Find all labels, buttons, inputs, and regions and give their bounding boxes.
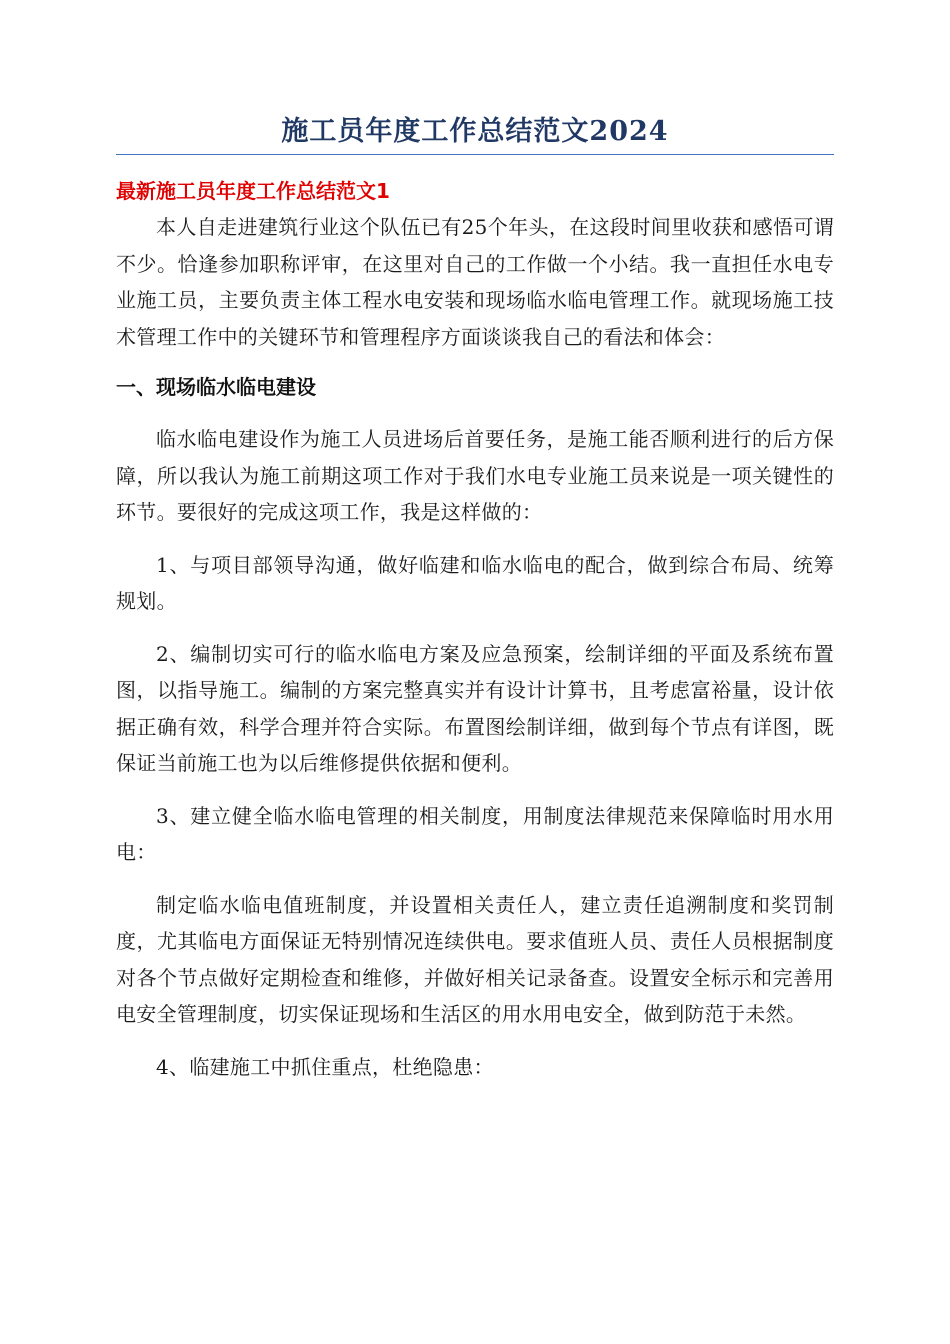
list-item-3: 3、建立健全临水临电管理的相关制度，用制度法律规范来保障临时用水用电： <box>116 803 834 864</box>
document-page <box>116 112 834 1085</box>
list-item-1: 1、与项目部领导沟通，做好临建和临水临电的配合，做到综合布局、统筹规划。 <box>116 552 834 613</box>
article-subtitle: 最新施工员年度工作总结范文1 <box>116 179 390 203</box>
intro-paragraph: 本人自走进建筑行业这个队伍已有25个年头，在这段时间里收获和感悟可谓不少。恰逢参加职称评审，在这里对自己的工作做一个小结。我一直担任水电专业施工员，主要负责主体工程水电安装和现场临水临电管理工作。就现场施工技术管理工作中的关键环节和管理程序方面谈谈我自己的看法和体会： <box>116 215 834 349</box>
section-heading: 一、现场临水临电建设 <box>116 375 316 399</box>
list-item-2: 2、编制切实可行的临水临电方案及应急预案，绘制详细的平面及系统布置图，以指导施工。编制的方案完整真实并有设计计算书，且考虑富裕量，设计依据正确有效，科学合理并符合实际。布置图绘制详细，做到每个节点有详图，既保证当前施工也为以后维修提供依据和便利。 <box>116 641 834 775</box>
list-item-3-detail: 制定临水临电值班制度，并设置相关责任人，建立责任追溯制度和奖罚制度，尤其临电方面保证无特别情况连续供电。要求值班人员、责任人员根据制度对各个节点做好定期检查和维修，并做好相关记录备查。设置安全标示和完善用电安全管理制度，切实保证现场和生活区的用水用电安全，做到防范于未然。 <box>116 892 834 1026</box>
document-title: 施工员年度工作总结范文2024 <box>116 112 834 155</box>
list-item-4: 4、临建施工中抓住重点，杜绝隐患： <box>156 1054 494 1079</box>
section-intro-paragraph: 临水临电建设作为施工人员进场后首要任务，是施工能否顺利进行的后方保障，所以我认为施工前期这项工作对于我们水电专业施工员来说是一项关键性的环节。要很好的完成这项工作，我是这样做的： <box>116 427 834 524</box>
